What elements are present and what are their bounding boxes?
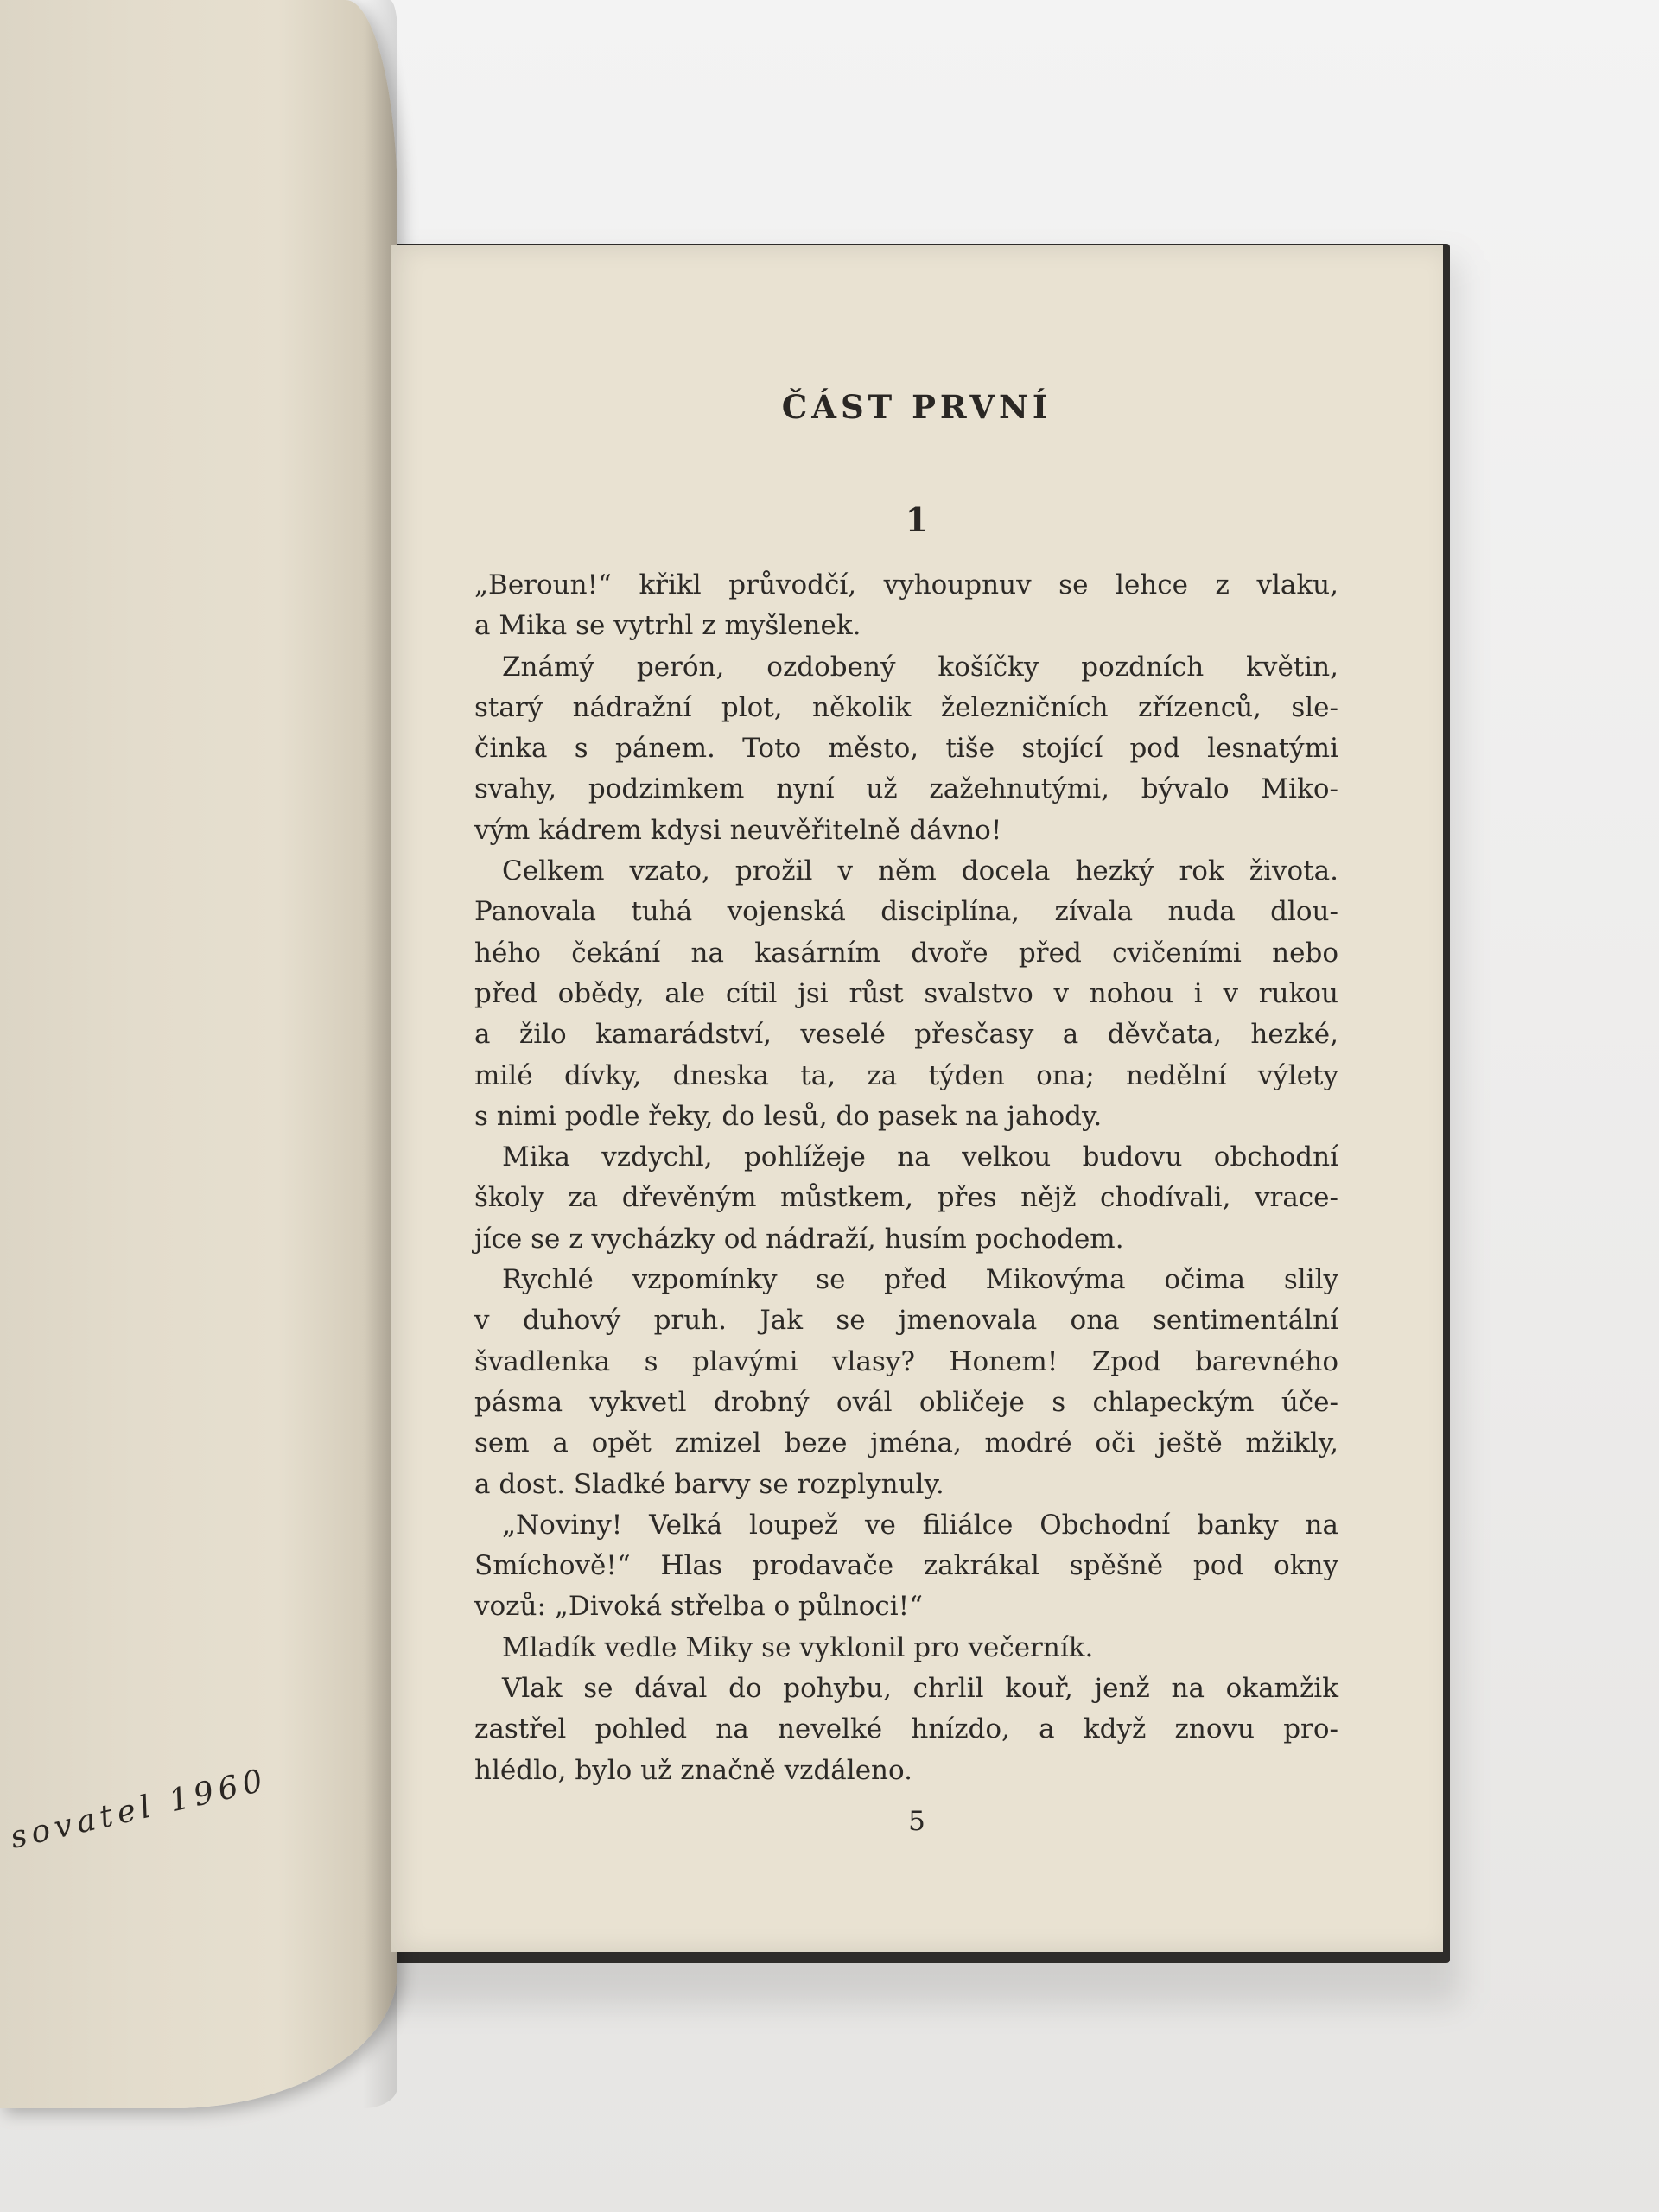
chapter-number: 1 [905, 500, 929, 539]
text-line: Panovala tuhá vojenská disciplína, zívala nuda dlou- [474, 896, 1338, 928]
chapter-heading: ČÁST PRVNÍ [781, 388, 1052, 426]
text-line: „Beroun!“ křikl průvodčí, vyhoupnuv se lehce z vlaku, [474, 569, 1338, 601]
text-line: Známý perón, ozdobený košíčky pozdních květin, [502, 651, 1338, 683]
text-line: milé dívky, dneska ta, za týden ona; nedělní výlety [474, 1059, 1338, 1091]
text-line: s nimi podle řeky, do lesů, do pasek na jahody. [474, 1100, 1103, 1132]
left-page-bleed-text: sovatel 1960 [7, 1762, 271, 1856]
text-line: švadlenka s plavými vlasy? Honem! Zpod barevného [474, 1345, 1338, 1377]
text-line: před obědy, ale cítil jsi růst svalstvo v nohou i v rukou [474, 977, 1338, 1009]
text-line: Rychlé vzpomínky se před Mikovýma očima slily [502, 1264, 1338, 1296]
text-line: vozů: „Divoká střelba o půlnoci!“ [474, 1591, 923, 1623]
text-line: Celkem vzato, prožil v něm docela hezký rok života. [502, 855, 1338, 887]
text-line: Vlak se dával do pohybu, chrlil kouř, jenž na okamžik [502, 1673, 1338, 1705]
body-text [474, 565, 1338, 1791]
text-line: Mladík vedle Miky se vyklonil pro večerník. [502, 1631, 1094, 1663]
text-line: a Mika se vytrhl z myšlenek. [474, 610, 861, 642]
page-number: 5 [908, 1806, 925, 1837]
text-line: v duhový pruh. Jak se jmenovala ona sentimentální [474, 1305, 1338, 1337]
text-line: školy za dřevěným můstkem, přes nějž chodívali, vrace- [474, 1182, 1338, 1214]
text-line: a žilo kamarádství, veselé přesčasy a děvčata, hezké, [474, 1019, 1338, 1051]
text-line: pásma vykvetl drobný ovál obličeje s chlapeckým úče- [474, 1386, 1338, 1418]
text-line: vým kádrem kdysi neuvěřitelně dávno! [474, 814, 1002, 846]
text-line: Mika vzdychl, pohlížeje na velkou budovu obchodní [502, 1141, 1338, 1173]
left-page [0, 0, 397, 2108]
text-line: hlédlo, bylo už značně vzdáleno. [474, 1754, 912, 1786]
text-line: činka s pánem. Toto město, tiše stojící pod lesnatými [474, 733, 1338, 765]
text-line: „Noviny! Velká loupež ve filiálce Obchodní banky na [502, 1509, 1338, 1541]
text-line: svahy, podzimkem nyní už zažehnutými, bývalo Miko- [474, 773, 1338, 805]
text-line: a dost. Sladké barvy se rozplynuly. [474, 1468, 944, 1500]
right-page [391, 245, 1443, 1952]
text-line: sem a opět zmizel beze jména, modré oči ještě mžikly, [474, 1427, 1338, 1459]
text-line: starý nádražní plot, několik železničních zřízenců, sle- [474, 691, 1338, 723]
text-line: zastřel pohled na nevelké hnízdo, a když znovu pro- [474, 1713, 1338, 1745]
text-line: hého čekání na kasárním dvoře před cvičeními nebo [474, 937, 1338, 969]
text-line: jíce se z vycházky od nádraží, husím pochodem. [474, 1223, 1124, 1255]
text-line: Smíchově!“ Hlas prodavače zakrákal spěšně pod okny [474, 1550, 1338, 1582]
